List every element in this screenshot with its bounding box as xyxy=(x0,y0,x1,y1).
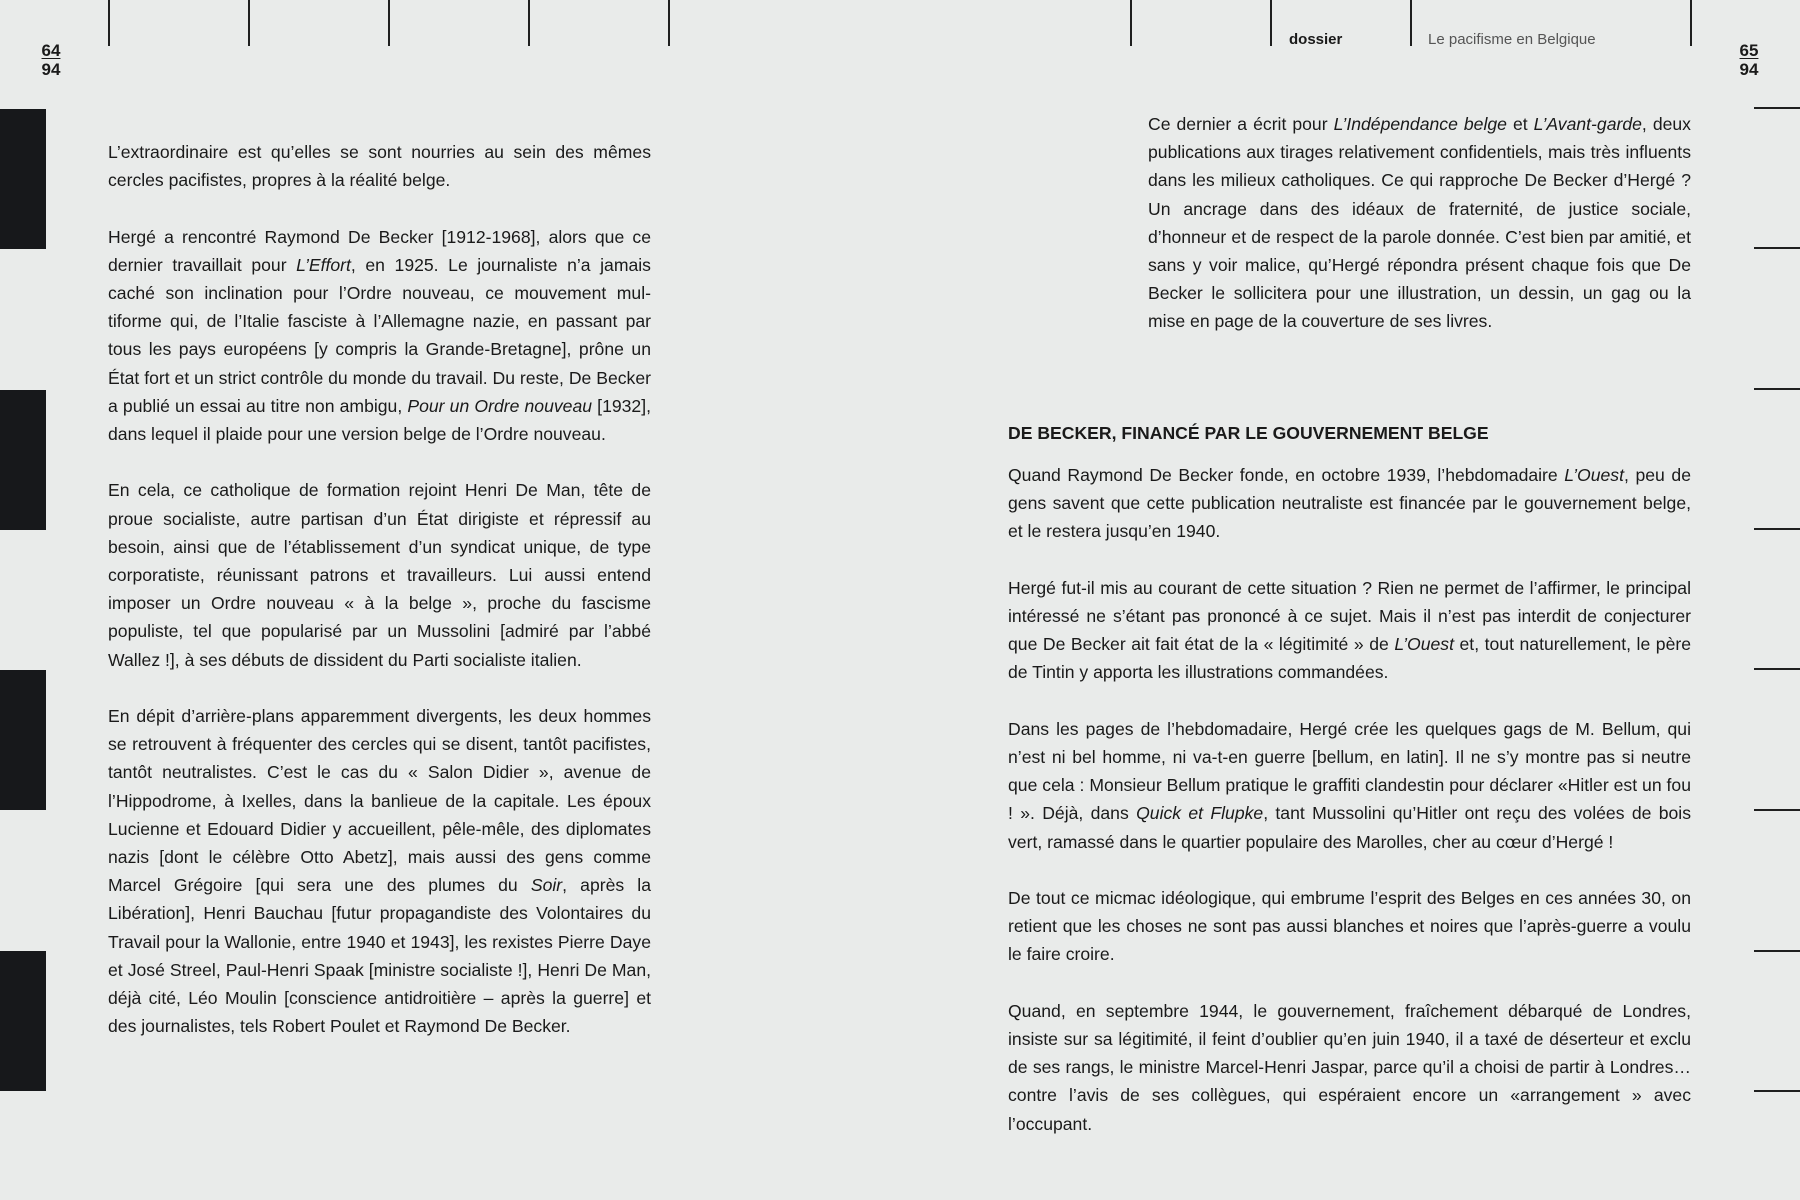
paragraph: Ce dernier a écrit pour L’Indépendance belge et L’Avant-garde, deux publications aux tirages relativement confidentiels, mais très influents dans les milieux catholiques. Ce qui rapproche De Becker d’Hergé ? Un ancrage dans des idéaux de fraternité, de justice sociale, d’honneur et de respect de la parole donnée. C’est bien par amitié, et sans y voir malice, qu’Hergé répondra présent chaque fois que De Becker le sollicitera pour une illustration, un dessin, un gag ou la mise en page de la couverture de ses livres. xyxy=(1148,114,1691,332)
margin-rule xyxy=(1754,1090,1800,1092)
thumb-tab xyxy=(0,390,46,530)
margin-rule xyxy=(1754,668,1800,670)
header-rule xyxy=(1410,0,1412,46)
header-rule xyxy=(668,0,670,46)
folio-right xyxy=(1729,41,1769,79)
paragraph: Quand Raymond De Becker fonde, en octobre 1939, l’hebdomadaire L’Ouest, peu de gens savent que cette publication neutraliste est financée par le gouvernement belge, et le restera jusqu’en 1940. xyxy=(1008,465,1691,542)
paragraph: De tout ce micmac idéologique, qui embrume l’esprit des Belges en ces années 30, on retient que les choses ne sont pas aussi blanches et noires que l’après-guerre a voulu le faire croire. xyxy=(1008,888,1691,965)
header-rule xyxy=(388,0,390,46)
margin-rule xyxy=(1754,950,1800,952)
header-rule xyxy=(1270,0,1272,46)
section-label: dossier xyxy=(1289,31,1343,48)
margin-rule xyxy=(1754,107,1800,109)
header-rule xyxy=(528,0,530,46)
page-total: 94 xyxy=(41,60,61,79)
page-total: 94 xyxy=(1739,60,1759,79)
header-rule xyxy=(1690,0,1692,46)
folio-left xyxy=(31,41,71,79)
margin-rule xyxy=(1754,809,1800,811)
header-rule xyxy=(1130,0,1132,46)
page-number: 64 xyxy=(41,41,61,60)
running-title: Le pacifisme en Belgique xyxy=(1428,31,1596,48)
paragraph: L’extraordinaire est qu’elles se sont nourries au sein des mêmes cercles pacifistes, propres à la réalité belge. xyxy=(108,142,651,191)
thumb-tab xyxy=(0,109,46,249)
right-page-body xyxy=(1008,419,1691,1138)
paragraph: Dans les pages de l’hebdomadaire, Hergé crée les quelques gags de M. Bellum, qui n’est ni bel homme, ni va-t-en guerre [bellum, en latin]. Il ne s’y montre pas si neutre que cela : Monsieur Bellum pratique le graffiti clandestin pour déclarer «Hitler est un fou ! ». Déjà, dans Quick et Flupke, tant Mussolini qu’Hitler ont reçu des volées de bois vert, ramassé dans le quartier populaire des Marolles, cher au cœur d’Hergé ! xyxy=(1008,718,1691,852)
margin-rule xyxy=(1754,388,1800,390)
paragraph: En dépit d’arrière-plans apparemment divergents, les deux hommes se retrouvent à fréquenter des cercles qui se disent, tantôt pacifistes, tantôt neutralistes. C’est le cas du « Salon Didier », avenue de l’Hippodrome, à Ixelles, dans la banlieue de la capitale. Les époux Lucienne et Edouard Didier y accueillent, pêle-mêle, des diplomates nazis [dont le célèbre Otto Abetz], mais aussi des gens comme Marcel Grégoire [qui sera une des plumes du Soir, après la Libération], Henri Bauchau [futur propagandiste des Volontaires du Travail pour la Wallonie, entre 1940 et 1943], les rexistes Pierre Daye et José Streel, Paul-Henri Spaak [ministre socialiste !], Henri De Man, déjà cité, Léo Moulin [conscience antidroitière – après la guerre] et des journalistes, tels Robert Poulet et Raymond De Becker. xyxy=(108,706,651,1037)
section-heading: DE BECKER, FINANCÉ PAR LE GOUVERNEMENT BELGE xyxy=(1008,423,1489,443)
paragraph: Quand, en septembre 1944, le gouvernement, fraîchement débarqué de Londres, insiste sur sa légitimité, il feint d’oublier qu’en juin 1940, il a taxé de déserteur et exclu de ses rangs, le ministre Marcel-Henri Jaspar, parce qu’il a choisi de partir à Londres… contre l’avis de ses collègues, qui espéraient encore un «arrangement » avec l’occupant. xyxy=(1008,1000,1691,1134)
paragraph: Hergé a rencontré Raymond De Becker [1912-1968], alors que ce dernier travaillait pour L’Effort, en 1925. Le journaliste n’a jamais caché son inclination pour l’Ordre nouveau, ce mouvement multiforme qui, de l’Italie fasciste à l’Allemagne nazie, en passant par tous les pays européens [y compris la Grande-Bretagne], prône un État fort et un strict contrôle du monde du travail. Du reste, De Becker a publié un essai au titre non ambigu, Pour un Ordre nouveau [1932], dans lequel il plaide pour une version belge de l’Ordre nouveau. xyxy=(108,226,651,445)
paragraph: Hergé fut-il mis au courant de cette situation ? Rien ne permet de l’affirmer, le principal intéressé ne s’étant pas prononcé à ce sujet. Mais il n’est pas interdit de conjecturer que De Becker ait fait état de la « légitimité » de L’Ouest et, tout naturellement, le père de Tintin y apporta les illustrations commandées. xyxy=(1008,577,1691,683)
paragraph: En cela, ce catholique de formation rejoint Henri De Man, tête de proue socialiste, autre partisan d’un État dirigiste et répressif au besoin, ainsi que de l’établissement d’un syndicat unique, de type corporatiste, réunissant patrons et travailleurs. Lui aussi entend imposer un Ordre nouveau « à la belge », proche du fascisme populiste, tel que popularisé par un Mussolini [admiré par l’abbé Wallez !], à ses débuts de dissident du Parti socialiste italien. xyxy=(108,480,651,670)
left-page-body xyxy=(108,138,651,1040)
thumb-tab xyxy=(0,670,46,810)
margin-rule xyxy=(1754,247,1800,249)
right-page-intro xyxy=(1148,110,1691,336)
header-rule xyxy=(248,0,250,46)
thumb-tab xyxy=(0,951,46,1091)
page-number: 65 xyxy=(1739,41,1759,60)
header-rule xyxy=(108,0,110,46)
margin-rule xyxy=(1754,528,1800,530)
